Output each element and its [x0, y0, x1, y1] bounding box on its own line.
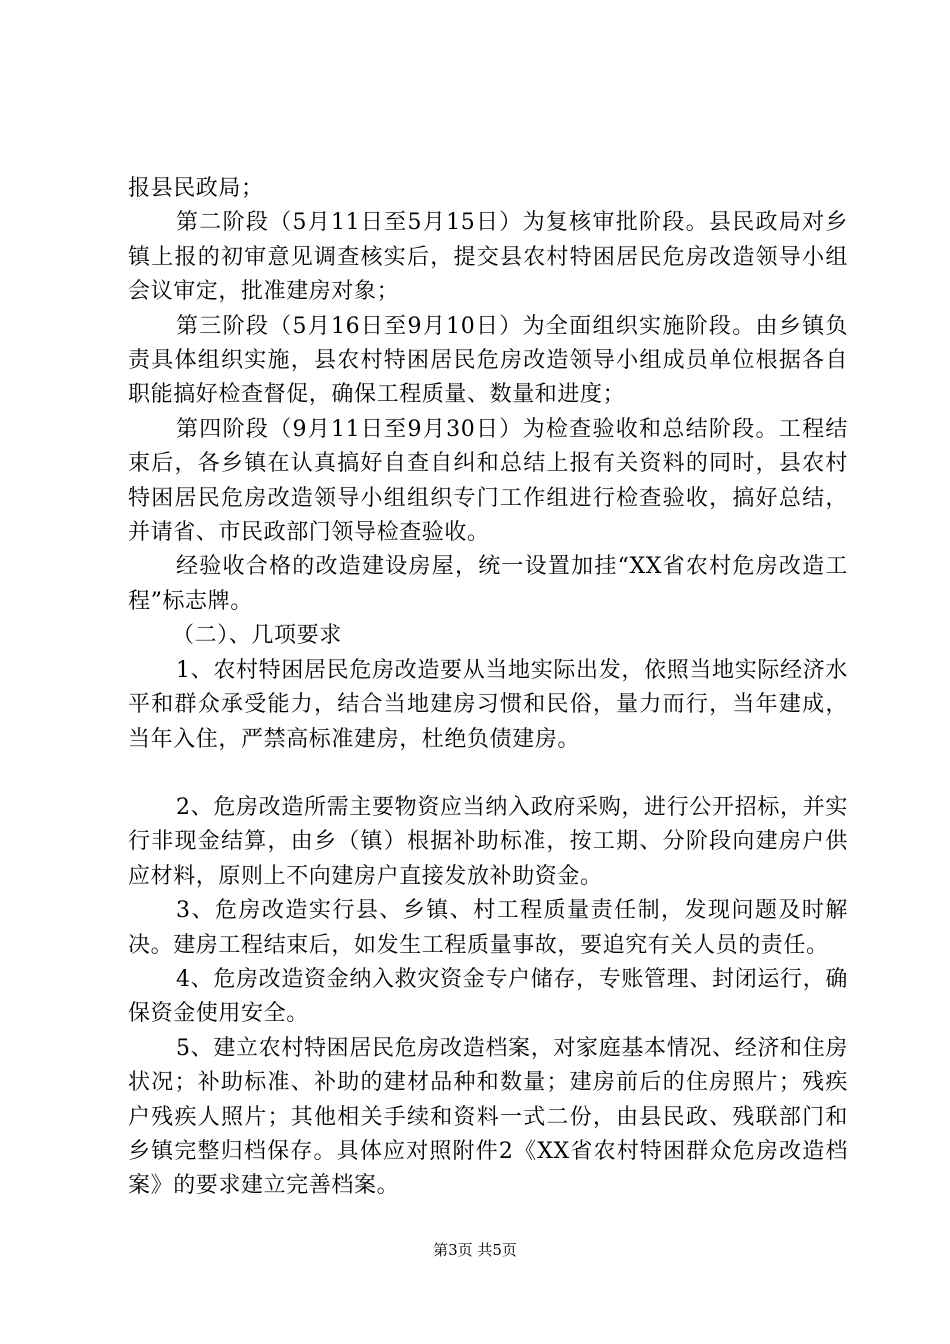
requirement-item-3: 3、危房改造实行县、乡镇、村工程质量责任制，发现问题及时解决。建房工程结束后，如发生工程质量事故，要追究有关人员的责任。	[128, 898, 848, 958]
paragraph-stage-two: 第二阶段（5月11日至5月15日）为复核审批阶段。县民政局对乡镇上报的初审意见调查核实后，提交县农村特困居民危房改造领导小组会议审定，批准建房对象；	[128, 210, 848, 305]
section-heading-requirements: （二）、几项要求	[172, 623, 342, 649]
document-body	[128, 172, 848, 1204]
paragraph-gap	[128, 757, 848, 791]
paragraph-continuation: 报县民政局；	[128, 176, 264, 201]
requirement-item-4: 4、危房改造资金纳入救灾资金专户储存，专账管理、封闭运行，确保资金使用安全。	[128, 966, 848, 1027]
requirement-item-2: 2、危房改造所需主要物资应当纳入政府采购，进行公开招标，并实行非现金结算，由乡（镇）根据补助标准，按工期、分阶段向建房户供应材料，原则上不向建房户直接发放补助资金。	[128, 794, 848, 889]
page-number-footer: 第3页 共5页	[433, 1241, 517, 1259]
paragraph-stage-four: 第四阶段（9月11日至9月30日）为检查验收和总结阶段。工程结束后，各乡镇在认真搞好自查自纠和总结上报有关资料的同时，县农村特困居民危房改造领导小组组织专门工作组进行检查验收，搞好总结，并请省、市民政部门领导检查验收。	[128, 416, 848, 546]
paragraph-signboard: 经验收合格的改造建设房屋，统一设置加挂“XX省农村危房改造工程”标志牌。	[128, 554, 848, 614]
requirement-item-1: 1、农村特困居民危房改造要从当地实际出发，依照当地实际经济水平和群众承受能力，结合当地建房习惯和民俗，量力而行，当年建成，当年入住，严禁高标准建房，杜绝负债建房。	[128, 657, 848, 752]
requirement-item-5: 5、建立农村特困居民危房改造档案，对家庭基本情况、经济和住房状况；补助标准、补助的建材品种和数量；建房前后的住房照片；残疾户残疾人照片；其他相关手续和资料一式二份，由县民政、残联部门和乡镇完整归档保存。具体应对照附件2《XX省农村特困群众危房改造档案》的要求建立完善档案。	[128, 1035, 848, 1199]
paragraph-stage-three: 第三阶段（5月16日至9月10日）为全面组织实施阶段。由乡镇负责具体组织实施，县农村特困居民危房改造领导小组成员单位根据各自职能搞好检查督促，确保工程质量、数量和进度；	[128, 313, 848, 408]
